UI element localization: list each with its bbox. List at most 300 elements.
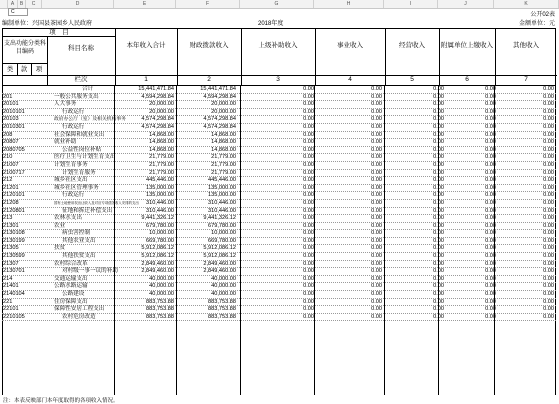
row-value-col-5: 0.00	[433, 146, 444, 153]
row-value-col-1: 14,868.00	[149, 131, 174, 138]
row-value-col-6: 0.00	[485, 139, 496, 146]
row-value-col-4: 0.00	[371, 154, 382, 161]
row-value-col-2: 4,574,298.84	[203, 123, 236, 130]
table-row[interactable]	[2, 291, 556, 299]
row-value-col-4: 0.00	[371, 207, 382, 214]
row-value-col-4: 0.00	[371, 245, 382, 252]
row-value-col-1: 21,779.00	[149, 154, 174, 161]
row-value-col-1: 2,849,460.00	[141, 268, 174, 275]
col-num-4: 4	[348, 76, 352, 83]
row-code: 20807	[3, 139, 19, 146]
row-value-col-4: 0.00	[371, 283, 382, 290]
row-value-col-5: 0.00	[433, 131, 444, 138]
row-code: 208	[3, 131, 13, 138]
row-value-col-1: 10,000.00	[149, 230, 174, 237]
row-value-col-3: 0.00	[303, 207, 314, 214]
table-row[interactable]	[2, 253, 556, 261]
table-row[interactable]	[2, 185, 556, 193]
row-value-col-3: 0.00	[303, 253, 314, 260]
row-name: 农林水支出	[54, 215, 82, 222]
column-header-g[interactable]: G	[240, 0, 314, 8]
row-value-col-4: 0.00	[371, 237, 382, 244]
row-value-col-2: 135,000.00	[208, 184, 236, 191]
row-value-col-6: 0.00	[485, 298, 496, 305]
row-value-col-1: 21,779.00	[149, 169, 174, 176]
col-label: 栏次	[74, 76, 88, 83]
row-value-col-3: 0.00	[303, 222, 314, 229]
row-value-col-7: 0.00	[543, 123, 554, 130]
row-value-col-3: 0.00	[303, 154, 314, 161]
row-value-col-6: 0.00	[485, 291, 496, 298]
row-value-col-4: 0.00	[371, 169, 382, 176]
row-value-col-5: 0.00	[433, 161, 444, 168]
table-row[interactable]	[2, 215, 556, 223]
row-value-col-3: 0.00	[303, 86, 314, 92]
row-value-col-4: 0.00	[371, 306, 382, 313]
row-value-col-1: 883,753.88	[146, 298, 174, 305]
col-title-4: 事业收入	[337, 42, 363, 49]
table-row[interactable]	[2, 86, 556, 94]
row-value-col-1: 135,000.00	[146, 192, 174, 199]
row-value-col-2: 20,000.00	[211, 101, 236, 108]
code-title: 支出功能分类科目编码	[3, 41, 46, 55]
row-value-col-3: 0.00	[303, 139, 314, 146]
row-value-col-1: 135,000.00	[146, 184, 174, 191]
row-value-col-5: 0.00	[433, 291, 444, 298]
row-name: 国有土地使用权出让收入及对应专项债务收入安排的支出	[54, 200, 139, 205]
row-value-col-2: 20,000.00	[211, 108, 236, 115]
row-name: 农村综合改革	[54, 260, 88, 267]
row-value-col-6: 0.00	[485, 192, 496, 199]
row-value-col-4: 0.00	[371, 215, 382, 222]
row-value-col-2: 21,779.00	[211, 154, 236, 161]
lei-label: 类	[6, 66, 14, 73]
row-code: 20103	[3, 116, 19, 123]
col-num-3: 3	[276, 76, 280, 83]
row-value-col-6: 0.00	[485, 169, 496, 176]
row-name: 征地和拆迁补偿支出	[62, 207, 113, 214]
row-code: 22101	[3, 306, 19, 313]
row-value-col-5: 0.00	[433, 101, 444, 108]
table-row[interactable]	[2, 109, 556, 117]
row-value-col-7: 0.00	[543, 192, 554, 199]
row-value-col-7: 0.00	[543, 230, 554, 237]
row-name: 就业补助	[54, 139, 77, 146]
row-value-col-7: 0.00	[543, 306, 554, 313]
row-value-col-2: 14,868.00	[211, 139, 236, 146]
row-value-col-4: 0.00	[371, 131, 382, 138]
table-row[interactable]	[2, 283, 556, 291]
row-value-col-7: 0.00	[543, 131, 554, 138]
row-value-col-4: 0.00	[371, 161, 382, 168]
table-row[interactable]	[2, 94, 556, 102]
row-value-col-6: 0.00	[485, 253, 496, 260]
table-row[interactable]	[2, 101, 556, 109]
row-value-col-3: 0.00	[303, 215, 314, 222]
row-value-col-7: 0.00	[543, 260, 554, 267]
row-value-col-1: 20,000.00	[149, 108, 174, 115]
row-value-col-5: 0.00	[433, 237, 444, 244]
row-code: 214	[3, 275, 13, 282]
row-value-col-1: 679,780.00	[146, 222, 174, 229]
row-value-col-2: 21,779.00	[211, 161, 236, 168]
table-row[interactable]	[2, 116, 556, 124]
row-name: 行政运行	[62, 123, 85, 130]
row-value-col-3: 0.00	[303, 177, 314, 184]
row-name: 行政运行	[62, 192, 85, 199]
column-header-k[interactable]: K	[494, 0, 559, 8]
table-row[interactable]	[2, 200, 556, 208]
col-title-1: 本年收入合计	[126, 42, 166, 49]
row-name: 农村危房改造	[62, 313, 96, 320]
row-value-col-5: 0.00	[433, 207, 444, 214]
row-value-col-6: 0.00	[485, 123, 496, 130]
row-value-col-3: 0.00	[303, 199, 314, 206]
row-value-col-7: 0.00	[543, 291, 554, 298]
row-code: 2010301	[3, 123, 25, 130]
row-value-col-7: 0.00	[543, 139, 554, 146]
row-value-col-3: 0.00	[303, 268, 314, 275]
row-code: 21007	[3, 161, 19, 168]
row-value-col-5: 0.00	[433, 177, 444, 184]
row-value-col-6: 0.00	[485, 283, 496, 290]
row-value-col-3: 0.00	[303, 237, 314, 244]
row-value-col-3: 0.00	[303, 131, 314, 138]
row-value-col-7: 0.00	[543, 313, 554, 320]
row-value-col-6: 0.00	[485, 215, 496, 222]
row-code: 2120801	[3, 207, 25, 214]
row-value-col-1: 14,868.00	[149, 146, 174, 153]
row-value-col-1: 40,000.00	[149, 291, 174, 298]
row-name: 扶贫	[54, 245, 66, 252]
row-value-col-1: 883,753.88	[146, 306, 174, 313]
row-value-col-5: 0.00	[433, 192, 444, 199]
row-name: 计划生育事务	[54, 161, 88, 168]
row-value-col-4: 0.00	[371, 313, 382, 320]
col-title-2: 财政拨款收入	[189, 42, 229, 49]
row-value-col-2: 679,780.00	[208, 222, 236, 229]
row-name: 公路水路运输	[54, 283, 88, 290]
row-value-col-7: 0.00	[543, 108, 554, 115]
row-value-col-7: 0.00	[543, 298, 554, 305]
row-value-col-1: 2,849,460.00	[141, 260, 174, 267]
row-name: 一般公共服务支出	[54, 93, 99, 100]
row-code: 210	[3, 154, 13, 161]
row-value-col-1: 20,000.00	[149, 101, 174, 108]
row-value-col-5: 0.00	[433, 184, 444, 191]
row-value-col-1: 4,574,298.84	[141, 123, 174, 130]
row-code: 221	[3, 298, 13, 305]
row-value-col-6: 0.00	[485, 184, 496, 191]
row-value-col-7: 0.00	[543, 93, 554, 100]
row-value-col-7: 0.00	[543, 169, 554, 176]
row-value-col-7: 0.00	[543, 86, 554, 92]
row-value-col-4: 0.00	[371, 177, 382, 184]
column-header-strip	[0, 0, 559, 9]
row-value-col-6: 0.00	[485, 230, 496, 237]
name-box[interactable]: C	[8, 8, 28, 16]
row-value-col-2: 5,912,086.12	[203, 245, 236, 252]
row-value-col-4: 0.00	[371, 139, 382, 146]
row-code: 21401	[3, 283, 19, 290]
row-value-col-2: 669,780.00	[208, 237, 236, 244]
row-value-col-2: 4,594,298.84	[203, 93, 236, 100]
table-body	[2, 86, 556, 321]
row-value-col-7: 0.00	[543, 199, 554, 206]
row-value-col-5: 0.00	[433, 108, 444, 115]
row-code: 20101	[3, 101, 19, 108]
row-value-col-7: 0.00	[543, 215, 554, 222]
money-unit: 金额单位：元	[518, 21, 555, 27]
row-value-col-5: 0.00	[433, 313, 444, 320]
row-value-col-7: 0.00	[543, 154, 554, 161]
column-header-b[interactable]: B	[18, 0, 26, 8]
row-name: 政府办公厅（室）及相关机构事务	[54, 117, 126, 123]
row-value-col-2: 10,000.00	[211, 230, 236, 237]
row-value-col-1: 9,441,326.12	[141, 215, 174, 222]
column-header-c[interactable]: C	[26, 0, 42, 8]
row-value-col-2: 40,000.00	[211, 291, 236, 298]
table-row[interactable]	[2, 306, 556, 314]
form-code: 公开02表	[530, 12, 555, 18]
table-row[interactable]	[2, 238, 556, 246]
row-value-col-3: 0.00	[303, 123, 314, 130]
row-value-col-2: 15,441,471.84	[200, 86, 236, 92]
row-value-col-4: 0.00	[371, 298, 382, 305]
row-value-col-3: 0.00	[303, 116, 314, 123]
row-name: 交通运输支出	[54, 275, 88, 282]
row-value-col-2: 5,912,086.12	[203, 253, 236, 260]
row-name: 计划生育服务	[62, 169, 96, 176]
row-value-col-1: 21,779.00	[149, 161, 174, 168]
row-value-col-6: 0.00	[485, 108, 496, 115]
row-value-col-6: 0.00	[485, 146, 496, 153]
row-code: 21307	[3, 260, 19, 267]
row-value-col-2: 21,779.00	[211, 169, 236, 176]
row-value-col-3: 0.00	[303, 169, 314, 176]
table-row[interactable]	[2, 268, 556, 276]
row-value-col-3: 0.00	[303, 313, 314, 320]
row-value-col-2: 310,446.00	[208, 199, 236, 206]
column-header-a[interactable]: A	[8, 0, 18, 8]
table-row[interactable]	[2, 208, 556, 216]
row-value-col-6: 0.00	[485, 222, 496, 229]
row-value-col-7: 0.00	[543, 146, 554, 153]
column-header-e[interactable]: E	[114, 0, 176, 8]
row-value-col-2: 883,753.88	[208, 298, 236, 305]
row-value-col-5: 0.00	[433, 283, 444, 290]
row-value-col-4: 0.00	[371, 184, 382, 191]
row-value-col-4: 0.00	[371, 192, 382, 199]
unit-label: 编制单位：兴国县茶园乡人民政府	[2, 21, 93, 27]
col-num-2: 2	[207, 76, 211, 83]
row-value-col-6: 0.00	[485, 207, 496, 214]
table-row[interactable]	[2, 170, 556, 178]
row-value-col-6: 0.00	[485, 275, 496, 282]
col-num-5: 5	[410, 76, 414, 83]
table-row[interactable]	[2, 132, 556, 140]
row-name: 城乡社区支出	[54, 177, 88, 184]
row-value-col-4: 0.00	[371, 146, 382, 153]
col-num-6: 6	[465, 76, 469, 83]
column-header-j[interactable]: J	[438, 0, 494, 8]
row-value-col-2: 883,753.88	[208, 306, 236, 313]
row-value-col-3: 0.00	[303, 260, 314, 267]
row-value-col-1: 15,441,471.84	[138, 86, 174, 92]
row-code: 21305	[3, 245, 19, 252]
row-value-col-2: 310,446.00	[208, 207, 236, 214]
column-header-f[interactable]: F	[176, 0, 240, 8]
row-value-col-6: 0.00	[485, 161, 496, 168]
row-value-col-1: 40,000.00	[149, 275, 174, 282]
row-value-col-1: 5,912,086.12	[141, 253, 174, 260]
row-value-col-4: 0.00	[371, 275, 382, 282]
row-value-col-7: 0.00	[543, 222, 554, 229]
row-value-col-6: 0.00	[485, 177, 496, 184]
row-code: 201	[3, 93, 13, 100]
row-value-col-7: 0.00	[543, 161, 554, 168]
column-header-d[interactable]: D	[42, 0, 114, 8]
row-name: 其他农业支出	[62, 237, 96, 244]
row-code: 21301	[3, 222, 19, 229]
table-row[interactable]	[2, 230, 556, 238]
row-value-col-5: 0.00	[433, 253, 444, 260]
row-value-col-4: 0.00	[371, 291, 382, 298]
name-title: 科目名称	[68, 45, 94, 52]
row-name: 农业	[54, 222, 66, 229]
row-value-col-1: 5,912,086.12	[141, 245, 174, 252]
row-value-col-7: 0.00	[543, 177, 554, 184]
table-row[interactable]	[2, 154, 556, 162]
row-value-col-2: 2,849,460.00	[203, 268, 236, 275]
row-value-col-4: 0.00	[371, 199, 382, 206]
row-name: 社会保障和就业支出	[54, 131, 105, 138]
row-value-col-1: 40,000.00	[149, 283, 174, 290]
row-value-col-3: 0.00	[303, 184, 314, 191]
row-value-col-1: 310,446.00	[146, 207, 174, 214]
row-value-col-4: 0.00	[371, 86, 382, 92]
row-value-col-5: 0.00	[433, 139, 444, 146]
row-value-col-6: 0.00	[485, 154, 496, 161]
row-value-col-3: 0.00	[303, 275, 314, 282]
item-title: 项 目	[49, 29, 69, 36]
row-value-col-3: 0.00	[303, 146, 314, 153]
row-name: 住房保障支出	[54, 298, 88, 305]
row-value-col-6: 0.00	[485, 101, 496, 108]
table-row[interactable]	[2, 162, 556, 170]
row-value-col-2: 40,000.00	[211, 275, 236, 282]
row-code: 21201	[3, 184, 19, 191]
row-name: 行政运行	[62, 108, 85, 115]
row-value-col-6: 0.00	[485, 245, 496, 252]
table-row[interactable]	[2, 192, 556, 200]
row-value-col-5: 0.00	[433, 268, 444, 275]
row-value-col-4: 0.00	[371, 230, 382, 237]
row-value-col-3: 0.00	[303, 192, 314, 199]
row-value-col-7: 0.00	[543, 101, 554, 108]
row-value-col-4: 0.00	[371, 253, 382, 260]
row-value-col-4: 0.00	[371, 116, 382, 123]
row-value-col-5: 0.00	[433, 222, 444, 229]
table-row[interactable]	[2, 314, 556, 322]
row-value-col-2: 40,000.00	[211, 283, 236, 290]
row-name: 其他扶贫支出	[62, 253, 96, 260]
row-value-col-5: 0.00	[433, 169, 444, 176]
row-code: 2130199	[3, 237, 25, 244]
column-header-i[interactable]: I	[384, 0, 438, 8]
row-value-col-6: 0.00	[485, 313, 496, 320]
row-value-col-4: 0.00	[371, 101, 382, 108]
row-code: 2140104	[3, 291, 25, 298]
row-value-col-5: 0.00	[433, 93, 444, 100]
row-code: 2210105	[3, 313, 25, 320]
row-value-col-7: 0.00	[543, 116, 554, 123]
row-value-col-5: 0.00	[433, 86, 444, 92]
row-value-col-2: 883,753.88	[208, 313, 236, 320]
table-row[interactable]	[2, 245, 556, 253]
table-header	[2, 28, 556, 86]
row-value-col-6: 0.00	[485, 260, 496, 267]
row-value-col-4: 0.00	[371, 222, 382, 229]
row-value-col-2: 135,000.00	[208, 192, 236, 199]
row-value-col-5: 0.00	[433, 116, 444, 123]
row-value-col-3: 0.00	[303, 230, 314, 237]
row-name: 人大事务	[54, 101, 77, 108]
row-code: 2080705	[3, 146, 25, 153]
col-num-7: 7	[524, 76, 528, 83]
row-name: 公益性岗位补贴	[62, 146, 102, 153]
row-value-col-3: 0.00	[303, 108, 314, 115]
row-value-col-5: 0.00	[433, 298, 444, 305]
table-row[interactable]	[2, 124, 556, 132]
table-row[interactable]	[2, 177, 556, 185]
row-value-col-3: 0.00	[303, 306, 314, 313]
row-code: 2120101	[3, 192, 25, 199]
row-value-col-4: 0.00	[371, 93, 382, 100]
row-value-col-1: 14,868.00	[149, 139, 174, 146]
row-value-col-1: 310,446.00	[146, 199, 174, 206]
row-value-col-6: 0.00	[485, 86, 496, 92]
row-value-col-5: 0.00	[433, 306, 444, 313]
row-name: 医疗卫生与计划生育支出	[54, 154, 116, 161]
row-value-col-2: 4,574,298.84	[203, 116, 236, 123]
table-row[interactable]	[2, 139, 556, 147]
row-code: 213	[3, 215, 13, 222]
row-value-col-5: 0.00	[433, 245, 444, 252]
row-value-col-5: 0.00	[433, 123, 444, 130]
column-header-h[interactable]: H	[314, 0, 384, 8]
row-value-col-3: 0.00	[303, 298, 314, 305]
row-value-col-7: 0.00	[543, 245, 554, 252]
row-value-col-5: 0.00	[433, 230, 444, 237]
row-value-col-3: 0.00	[303, 291, 314, 298]
row-value-col-6: 0.00	[485, 93, 496, 100]
kuan-label: 款	[20, 66, 28, 73]
select-all-corner[interactable]	[0, 0, 8, 8]
col-num-1: 1	[144, 76, 148, 83]
row-value-col-6: 0.00	[485, 131, 496, 138]
row-value-col-7: 0.00	[543, 253, 554, 260]
row-value-col-3: 0.00	[303, 161, 314, 168]
col-title-5: 经营收入	[399, 42, 425, 49]
row-value-col-1: 445,446.00	[146, 177, 174, 184]
row-code: 2130701	[3, 268, 25, 275]
row-value-col-2: 14,868.00	[211, 146, 236, 153]
row-value-col-6: 0.00	[485, 199, 496, 206]
row-name: 城乡社区管理事务	[54, 184, 99, 191]
row-name: 合计	[82, 86, 94, 92]
row-value-col-1: 4,594,298.84	[141, 93, 174, 100]
